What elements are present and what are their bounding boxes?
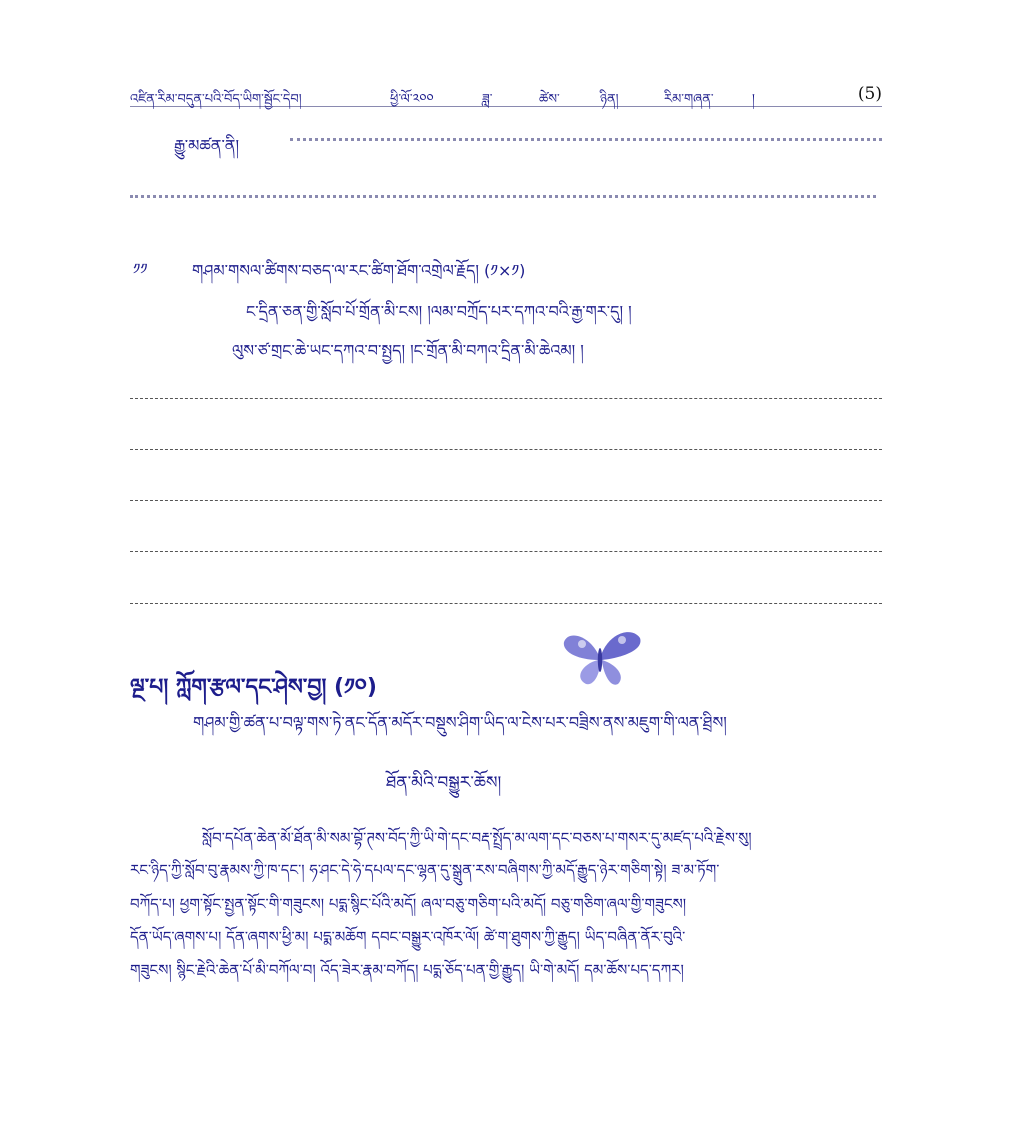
paragraph-line: རང་ཉིད་ཀྱི་སློབ་བུ་རྣམས་ཀྱི་ཁ་དང་། ཧ་ཤང་དེ་ཧེ་དཔལ་དང་ལྷན་དུ་སྒྲུན་རས་བཞིགས་ཀྱི་མདོ་རྒྱུད་ཉེར་གཅིག་སྟེ། ཟ་མ་ཏོག་ [130,861,720,879]
paragraph-line: དོན་ཡོད་ཞགས་པ། དོན་ཞགས་ཕྱི་མ། པདྨ་མཆོག དབང་བསྒྱུར་འཁོར་ལོ། ཚེ་ག་ཐུགས་ཀྱི་རྒྱུད། ཡིད་བཞིན་ནོར་བུའི་ [130,928,686,946]
header-day: ཉིན། [600,92,619,107]
header-date: ཚེས་ [539,92,560,107]
butterfly-icon [560,624,644,690]
answer-dashed-line [130,500,882,501]
section-instruction: གཤམ་གྱི་ཚན་པ་བལྟ་གས་ཏེ་ནང་དོན་མདོར་བསྡུས་ཤིག་ཡིད་ལ་ངེས་པར་བཟྲིས་ནས་མཇུག་གི་ལན་ཐྲིས། [193,713,727,732]
answer-dashed-line [130,551,882,552]
answer-dashed-line [130,449,882,450]
page-number: (5) [857,84,882,104]
verse-line: ང་དྲིན་ཅན་གྱི་སློབ་པོ་གྲོན་མི་ངས། །ལམ་བཀྲོད་པར་དཀའ་བའི་རྒྱ་གར་དུ། ། [246,302,632,321]
question-number: ༡༡ [133,260,148,278]
question-text: གཤམ་གསལ་ཚིགས་བཅད་ལ་རང་ཚིག་ཐོག་འགྲེལ་རྗོད། (༡×༡) [192,261,526,280]
section-title: ལྔ་པ། ཀློག་རྩལ་དང་ཤེས་བྱ། (༡༠) [130,675,377,700]
answer-dashed-line [130,398,882,399]
header-mark: ། [752,92,755,107]
reading-title: ཐོན་མིའི་བསྒྱུར་ཆོས། [386,773,502,793]
answer-dashed-line [130,603,882,604]
page-header [130,78,882,107]
header-class: རིམ་གཞན་ [664,92,714,107]
paragraph-line: བཀོད་པ། ཕྱག་སྟོང་སྤྱན་སྟོང་གི་གཟུངས། པདྨ་སྙིང་པོའི་མདོ། ཞལ་བཅུ་གཅིག་པའི་མདོ། བཅུ་གཅིག་ཞལ་གྱི་གཟུངས། [130,895,687,913]
paragraph-line: སློབ་དཔོན་ཆེན་མོ་ཐོན་མི་སམ་བྷོ་ཊས་བོད་ཀྱི་ཡི་གེ་དང་བརྡ་སྤྲོད་མ་ལག་དང་བཅས་པ་གསར་དུ་མཛད་པའི་རྗེས་སུ། [202,829,752,847]
header-year: ཕྱི་ལོ་༢༠༠ [390,92,434,107]
paragraph-line: གཟུངས། སྙིང་རྗེའི་ཆེན་པོ་མི་བཀོལ་བ། འོད་ཟེར་རྣམ་བཀོད། པདྨ་ཅོད་པན་གྱི་རྒྱུད། ཡི་གེ་མདོ། དམ་ཆོས་པད་དཀར། [130,961,684,979]
answer-dotted-line [290,138,882,141]
answer-dotted-line [130,195,876,198]
header-title: འཛིན་རིམ་བདུན་པའི་བོད་ཡིག་སྦྱོང་དེབ། [130,92,302,107]
header-month: ཟླ་ [482,92,493,107]
reason-label: རྒྱུ་མཚན་ནི། [174,136,240,155]
verse-line: ལུས་ཙ་གྲང་ཆེ་ཡང་དཀའ་བ་སྤྱད། །ང་གྲོན་མི་བཀའ་དྲིན་མི་ཆེའམ། ། [232,341,584,360]
